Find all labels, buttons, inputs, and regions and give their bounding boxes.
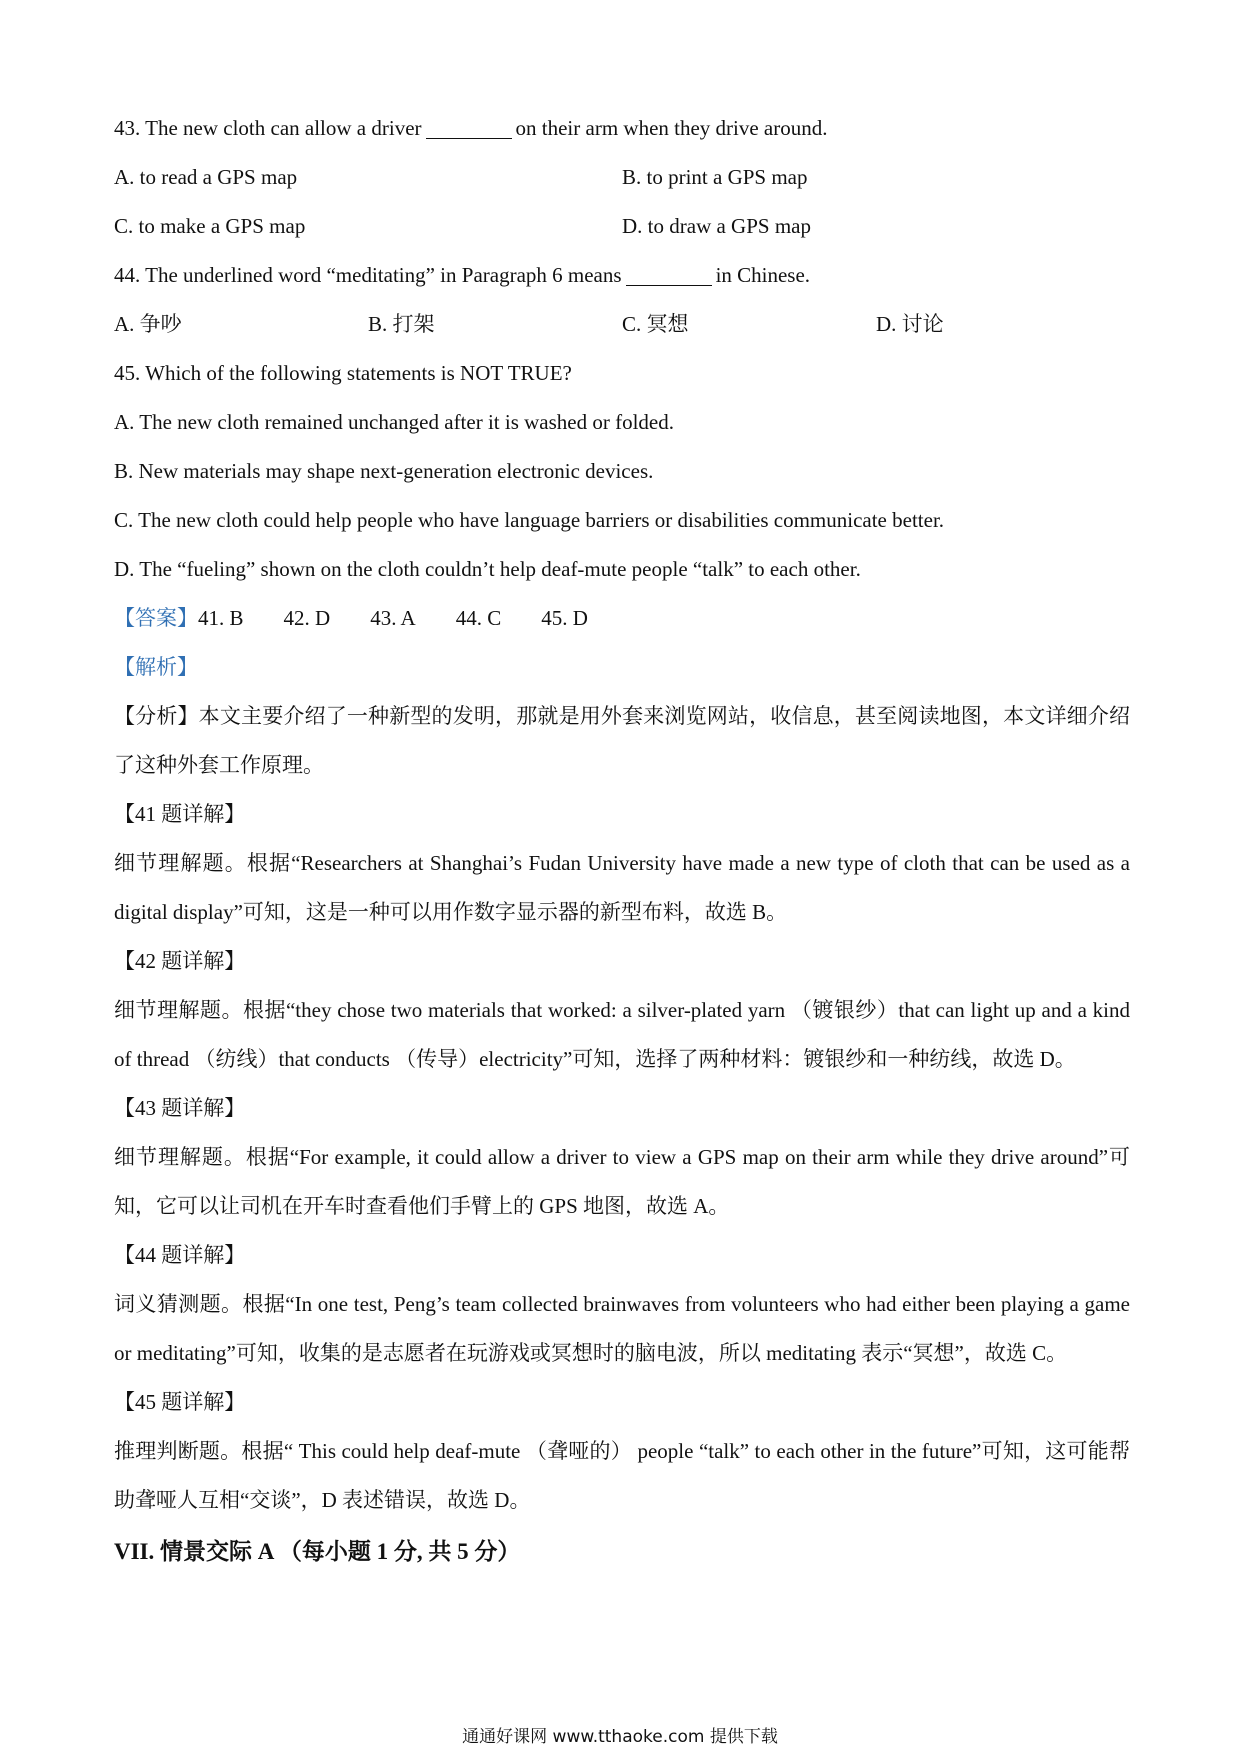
question-43-options-row1 bbox=[114, 153, 1130, 202]
answer-item: 44. C bbox=[455, 606, 502, 630]
detail-text-41: 细节理解题。根据“Researchers at Shanghai’s Fudan University have made a new type of cloth that can be used as a digital display”可知，这是一种可以用作数字显示器的新型布料，故选 B。 bbox=[114, 851, 1130, 924]
option-b: B. 打架 bbox=[368, 312, 435, 336]
answer-blank bbox=[626, 263, 712, 286]
answer-blank bbox=[426, 116, 512, 139]
option-c: C. to make a GPS map bbox=[114, 214, 306, 238]
question-43-stem: 43. The new cloth can allow a driver on their arm when they drive around. bbox=[114, 116, 828, 140]
option-c: C. The new cloth could help people who have language barriers or disabilities communicate better. bbox=[114, 508, 945, 532]
option-c: C. 冥想 bbox=[622, 312, 689, 336]
detail-heading-43: 【43 题详解】 bbox=[114, 1096, 246, 1120]
answer-key bbox=[114, 594, 1130, 643]
detail-heading-45: 【45 题详解】 bbox=[114, 1390, 246, 1414]
detail-heading-44: 【44 题详解】 bbox=[114, 1243, 246, 1267]
answer-label: 【答案】 bbox=[114, 606, 198, 630]
page-content bbox=[114, 104, 1130, 1577]
option-d: D. The “fueling” shown on the cloth couldn’t help deaf-mute people “talk” to each other. bbox=[114, 557, 861, 581]
question-43-options-row2 bbox=[114, 202, 1130, 251]
footer-credit: 通通好课网 www.tthaoke.com 提供下载 bbox=[462, 1727, 778, 1747]
option-d: D. to draw a GPS map bbox=[622, 214, 811, 238]
analysis-label: 【解析】 bbox=[114, 655, 198, 679]
detail-text-45: 推理判断题。根据“ This could help deaf-mute （聋哑的） people “talk” to each other in the future”可知，这可能帮助聋哑人互相“交谈”，D 表述错误，故选 D。 bbox=[114, 1439, 1130, 1512]
question-45-stem: 45. Which of the following statements is NOT TRUE? bbox=[114, 361, 572, 385]
option-a: A. 争吵 bbox=[114, 312, 182, 336]
option-d: D. 讨论 bbox=[876, 312, 944, 336]
question-44-options bbox=[114, 300, 1130, 349]
option-a: A. The new cloth remained unchanged after it is washed or folded. bbox=[114, 410, 675, 434]
answer-item: 45. D bbox=[541, 606, 588, 630]
answer-item: 42. D bbox=[283, 606, 331, 630]
section-heading: VII. 情景交际 A （每小题 1 分, 共 5 分） bbox=[114, 1539, 521, 1564]
detail-heading-41: 【41 题详解】 bbox=[114, 802, 246, 826]
detail-text-42: 细节理解题。根据“they chose two materials that worked: a silver-plated yarn （镀银纱）that can light up and a kind of thread （纺线）that conducts （传导）electricity”可知，选择了两种材料：镀银纱和一种纺线，故选 D。 bbox=[114, 998, 1130, 1071]
detail-heading-42: 【42 题详解】 bbox=[114, 949, 246, 973]
option-a: A. to read a GPS map bbox=[114, 165, 298, 189]
option-b: B. to print a GPS map bbox=[622, 165, 808, 189]
answer-item: 41. B bbox=[198, 606, 244, 630]
detail-text-43: 细节理解题。根据“For example, it could allow a driver to view a GPS map on their arm while they drive around”可知，它可以让司机在开车时查看他们手臂上的 GPS 地图，故选 A。 bbox=[114, 1145, 1130, 1218]
option-b: B. New materials may shape next-generation electronic devices. bbox=[114, 459, 654, 483]
detail-text-44: 词义猜测题。根据“In one test, Peng’s team collected brainwaves from volunteers who had either been playing a game or meditating”可知，收集的是志愿者在玩游戏或冥想时的脑电波，所以 meditating 表示“冥想”，故选 C。 bbox=[114, 1292, 1130, 1365]
question-44-stem: 44. The underlined word “meditating” in Paragraph 6 means in Chinese. bbox=[114, 263, 811, 287]
analysis-overview: 【分析】本文主要介绍了一种新型的发明，那就是用外套来浏览网站，收信息，甚至阅读地图，本文详细介绍了这种外套工作原理。 bbox=[114, 704, 1130, 777]
answer-item: 43. A bbox=[370, 606, 416, 630]
